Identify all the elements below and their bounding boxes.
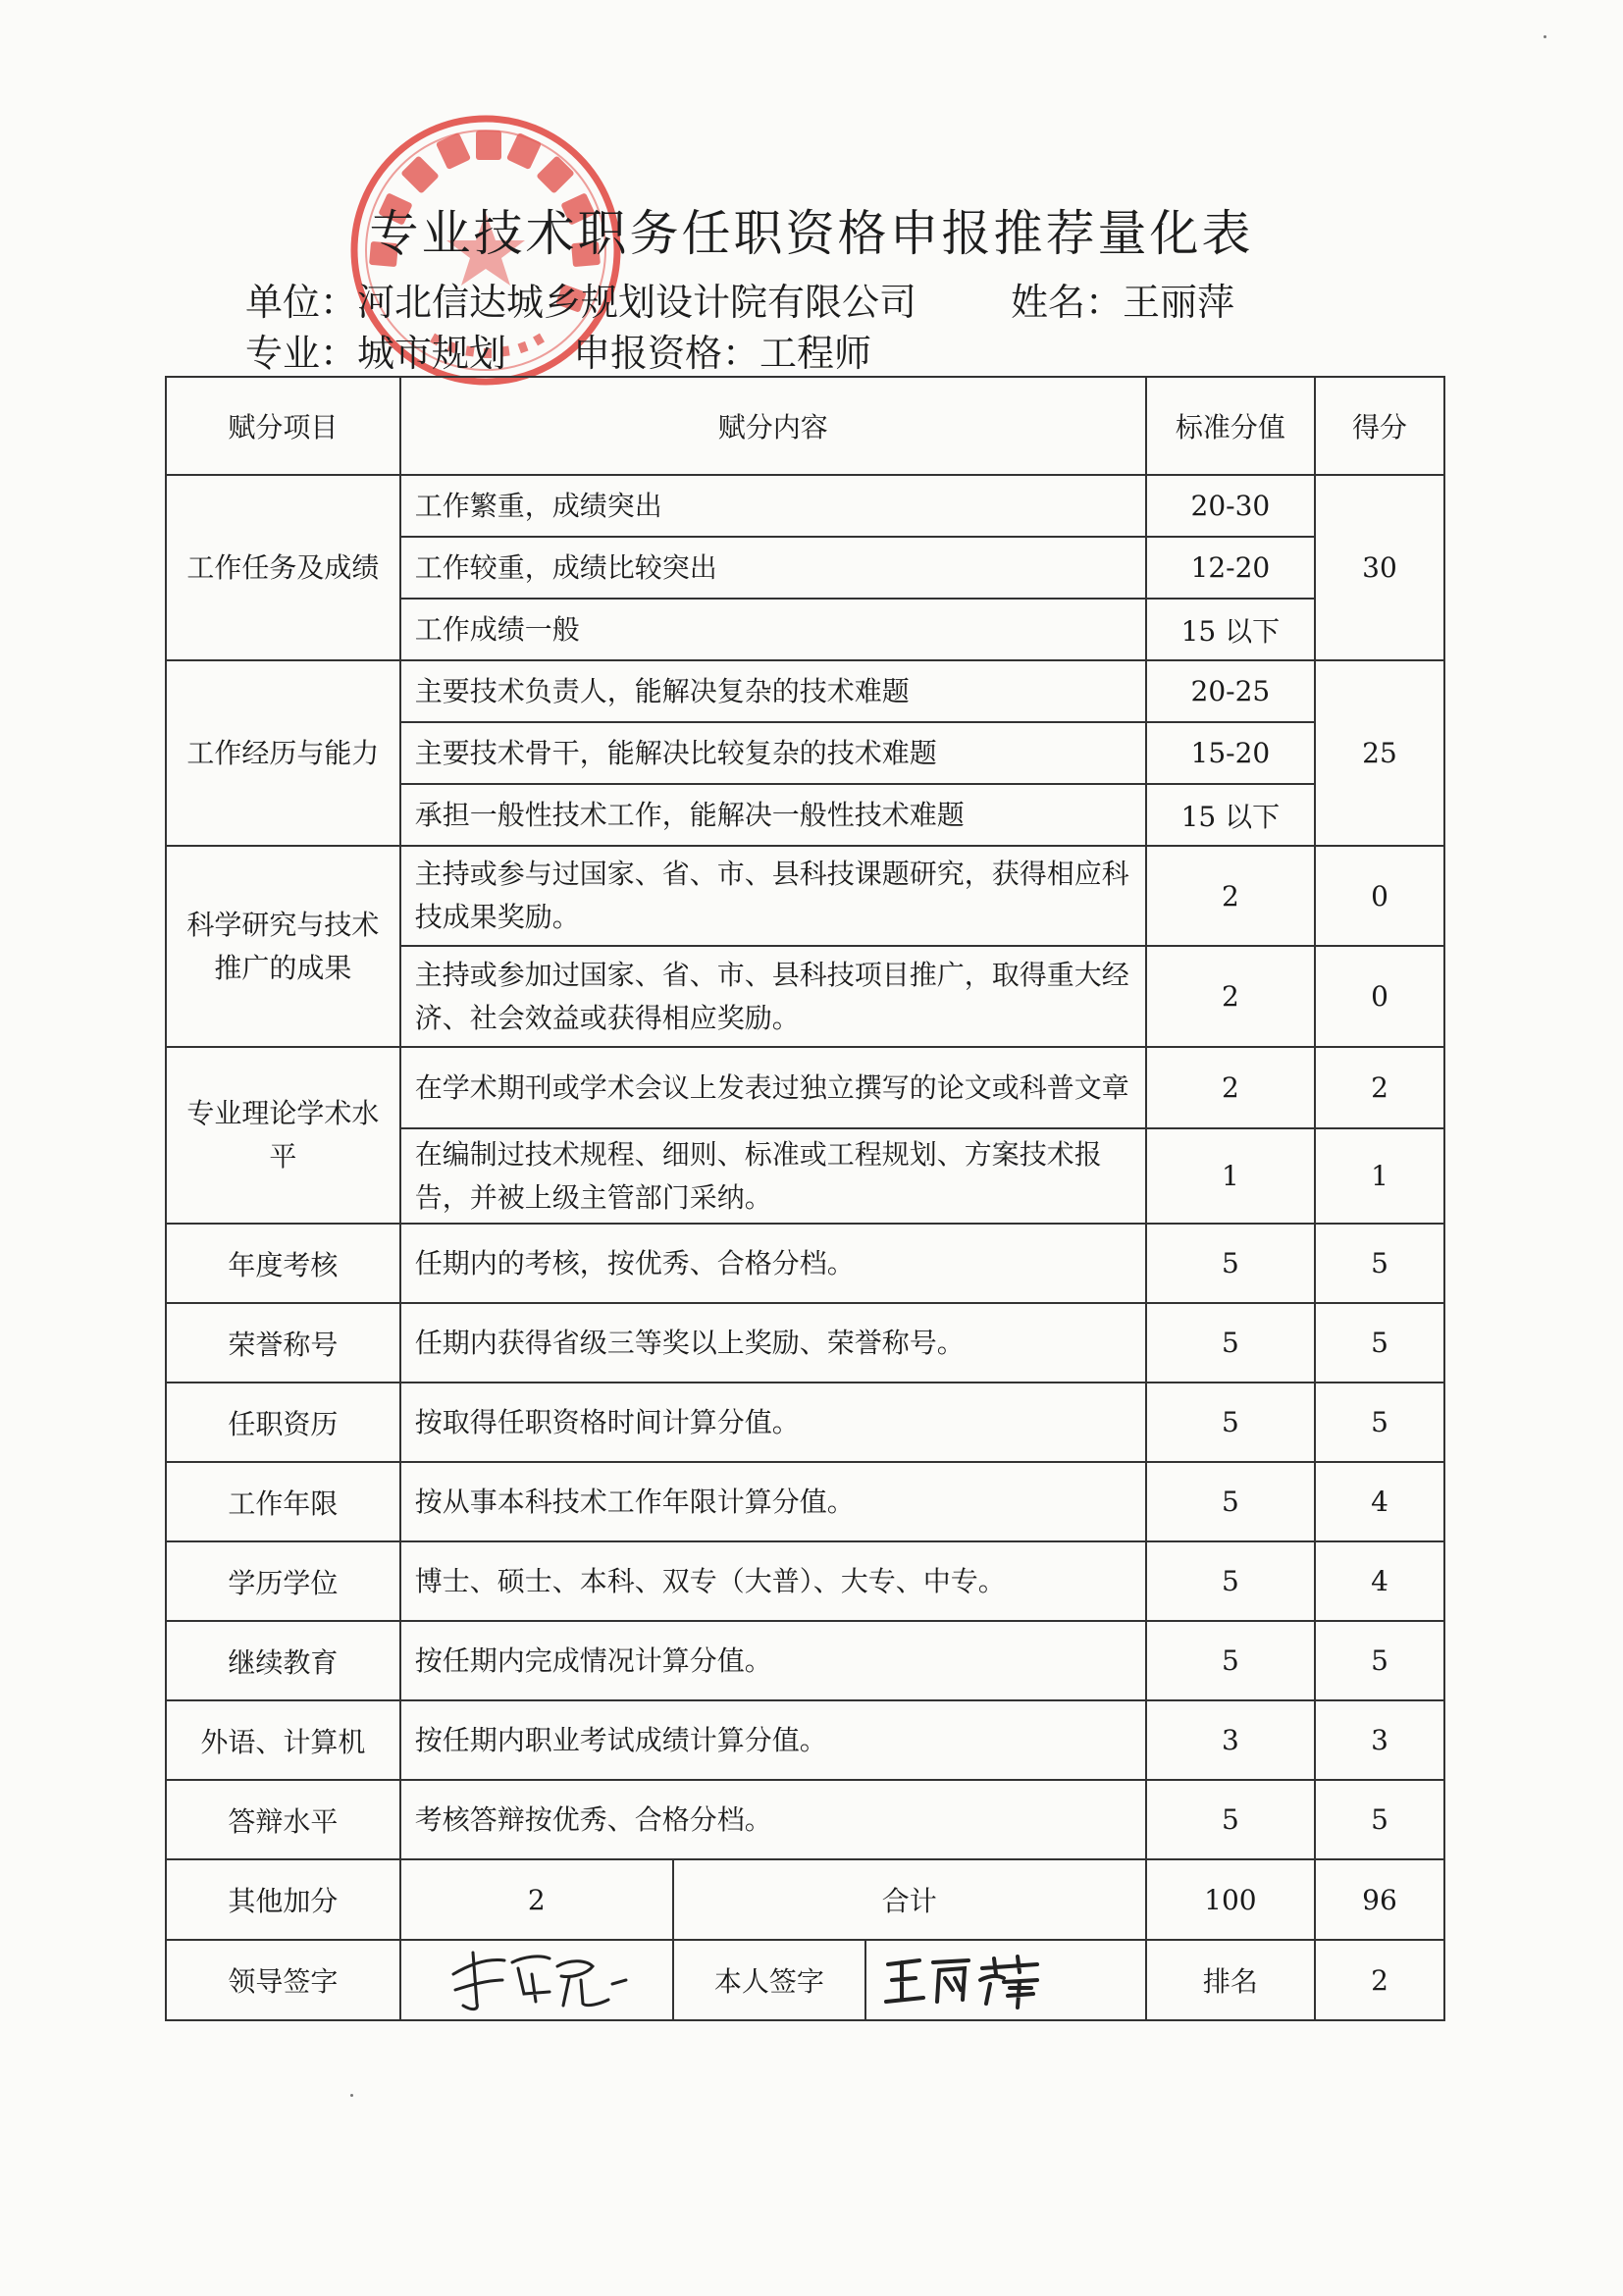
table-row (166, 475, 1444, 537)
item-cell: 工作年限 (166, 1462, 400, 1541)
standard-cell: 12-20 (1146, 537, 1315, 599)
score-cell: 5 (1315, 1224, 1444, 1303)
info-row-major (245, 323, 506, 377)
table-row (166, 1700, 1444, 1780)
major-value: 城市规划 (357, 332, 507, 375)
item-cell: 学历学位 (166, 1541, 400, 1621)
leader-signature-cell (400, 1940, 673, 2020)
item-cell: 工作任务及成绩 (166, 475, 400, 660)
table-row (166, 846, 1444, 946)
content-cell: 博士、硕士、本科、双专（大普）、大专、中专。 (400, 1541, 1146, 1621)
standard-cell: 2 (1146, 1047, 1315, 1128)
item-cell: 年度考核 (166, 1224, 400, 1303)
scoring-table (165, 376, 1445, 2021)
standard-cell: 5 (1146, 1541, 1315, 1621)
standard-cell: 5 (1146, 1224, 1315, 1303)
content-cell: 主持或参与过国家、省、市、县科技课题研究，获得相应科技成果奖励。 (400, 846, 1146, 946)
info-row-unit (245, 272, 916, 326)
table-row (166, 1462, 1444, 1541)
signature-row (166, 1940, 1444, 2020)
standard-cell: 20-30 (1146, 475, 1315, 537)
unit-label: 单位： (245, 281, 358, 324)
content-cell: 主要技术骨干，能解决比较复杂的技术难题 (400, 722, 1146, 784)
standard-cell: 15-20 (1146, 722, 1315, 784)
standard-cell: 5 (1146, 1621, 1315, 1700)
table-row (166, 660, 1444, 722)
table-row (166, 1224, 1444, 1303)
score-cell: 0 (1315, 846, 1444, 946)
leader-signature (434, 1945, 640, 2015)
score-cell: 0 (1315, 946, 1444, 1047)
standard-cell: 1 (1146, 1128, 1315, 1224)
score-cell: 2 (1315, 1047, 1444, 1128)
leader-signature-label: 领导签字 (166, 1940, 400, 2020)
content-cell: 考核答辩按优秀、合格分档。 (400, 1780, 1146, 1859)
name-value: 王丽萍 (1123, 281, 1235, 324)
score-cell: 30 (1315, 475, 1444, 660)
standard-cell: 20-25 (1146, 660, 1315, 722)
totals-row (166, 1859, 1444, 1940)
content-cell: 按从事本科技术工作年限计算分值。 (400, 1462, 1146, 1541)
total-label: 合计 (673, 1859, 1146, 1940)
rank-label: 排名 (1146, 1940, 1315, 2020)
content-cell: 按取得任职资格时间计算分值。 (400, 1383, 1146, 1462)
scan-speck (350, 2094, 353, 2097)
content-cell: 任期内的考核，按优秀、合格分档。 (400, 1224, 1146, 1303)
content-cell: 任期内获得省级三等奖以上奖励、荣誉称号。 (400, 1303, 1146, 1383)
standard-cell: 3 (1146, 1700, 1315, 1780)
header-row (166, 377, 1444, 475)
score-cell: 5 (1315, 1303, 1444, 1383)
standard-cell: 2 (1146, 846, 1315, 946)
score-cell: 5 (1315, 1383, 1444, 1462)
table-row (166, 1047, 1444, 1128)
item-cell: 任职资历 (166, 1383, 400, 1462)
scan-speck (1544, 35, 1546, 38)
item-cell: 继续教育 (166, 1621, 400, 1700)
content-cell: 按任期内完成情况计算分值。 (400, 1621, 1146, 1700)
content-cell: 承担一般性技术工作，能解决一般性技术难题 (400, 784, 1146, 846)
other-points-label: 其他加分 (166, 1859, 400, 1940)
info-row-name (1011, 272, 1234, 326)
table-row (166, 1383, 1444, 1462)
item-cell: 科学研究与技术推广的成果 (166, 846, 400, 1047)
total-score: 96 (1315, 1859, 1444, 1940)
standard-cell: 5 (1146, 1383, 1315, 1462)
info-row-qualification (573, 323, 871, 377)
item-cell: 答辩水平 (166, 1780, 400, 1859)
standard-cell: 15 以下 (1146, 599, 1315, 660)
score-cell: 4 (1315, 1541, 1444, 1621)
item-cell: 外语、计算机 (166, 1700, 400, 1780)
qualification-value: 工程师 (759, 332, 872, 375)
score-cell: 5 (1315, 1621, 1444, 1700)
self-signature-label: 本人签字 (673, 1940, 865, 2020)
table-row (166, 1303, 1444, 1383)
content-cell: 工作较重，成绩比较突出 (400, 537, 1146, 599)
header-content: 赋分内容 (400, 377, 1146, 475)
table-row (166, 1780, 1444, 1859)
unit-value: 河北信达城乡规划设计院有限公司 (357, 281, 917, 324)
content-cell: 工作成绩一般 (400, 599, 1146, 660)
score-cell: 1 (1315, 1128, 1444, 1224)
page-title: 专业技术职务任职资格申报推荐量化表 (369, 205, 1254, 262)
standard-cell: 2 (1146, 946, 1315, 1047)
item-cell: 工作经历与能力 (166, 660, 400, 846)
self-signature (880, 1949, 1047, 2011)
item-cell: 专业理论学术水平 (166, 1047, 400, 1224)
content-cell: 按任期内职业考试成绩计算分值。 (400, 1700, 1146, 1780)
name-label: 姓名： (1011, 281, 1124, 324)
content-cell: 在学术期刊或学术会议上发表过独立撰写的论文或科普文章 (400, 1047, 1146, 1128)
major-label: 专业： (245, 332, 358, 375)
other-points-value: 2 (400, 1859, 673, 1940)
table-row (166, 1621, 1444, 1700)
content-cell: 主持或参加过国家、省、市、县科技项目推广，取得重大经济、社会效益或获得相应奖励。 (400, 946, 1146, 1047)
header-standard: 标准分值 (1146, 377, 1315, 475)
content-cell: 在编制过技术规程、细则、标准或工程规划、方案技术报告，并被上级主管部门采纳。 (400, 1128, 1146, 1224)
item-cell: 荣誉称号 (166, 1303, 400, 1383)
content-cell: 主要技术负责人，能解决复杂的技术难题 (400, 660, 1146, 722)
header-item: 赋分项目 (166, 377, 400, 475)
score-cell: 4 (1315, 1462, 1444, 1541)
table-row (166, 1541, 1444, 1621)
score-cell: 3 (1315, 1700, 1444, 1780)
standard-cell: 15 以下 (1146, 784, 1315, 846)
score-cell: 5 (1315, 1780, 1444, 1859)
score-cell: 25 (1315, 660, 1444, 846)
self-signature-cell (865, 1940, 1146, 2020)
standard-cell: 5 (1146, 1780, 1315, 1859)
standard-cell: 5 (1146, 1462, 1315, 1541)
rank-value: 2 (1315, 1940, 1444, 2020)
header-score: 得分 (1315, 377, 1444, 475)
total-standard: 100 (1146, 1859, 1315, 1940)
content-cell: 工作繁重，成绩突出 (400, 475, 1146, 537)
qualification-label: 申报资格： (573, 332, 760, 375)
standard-cell: 5 (1146, 1303, 1315, 1383)
